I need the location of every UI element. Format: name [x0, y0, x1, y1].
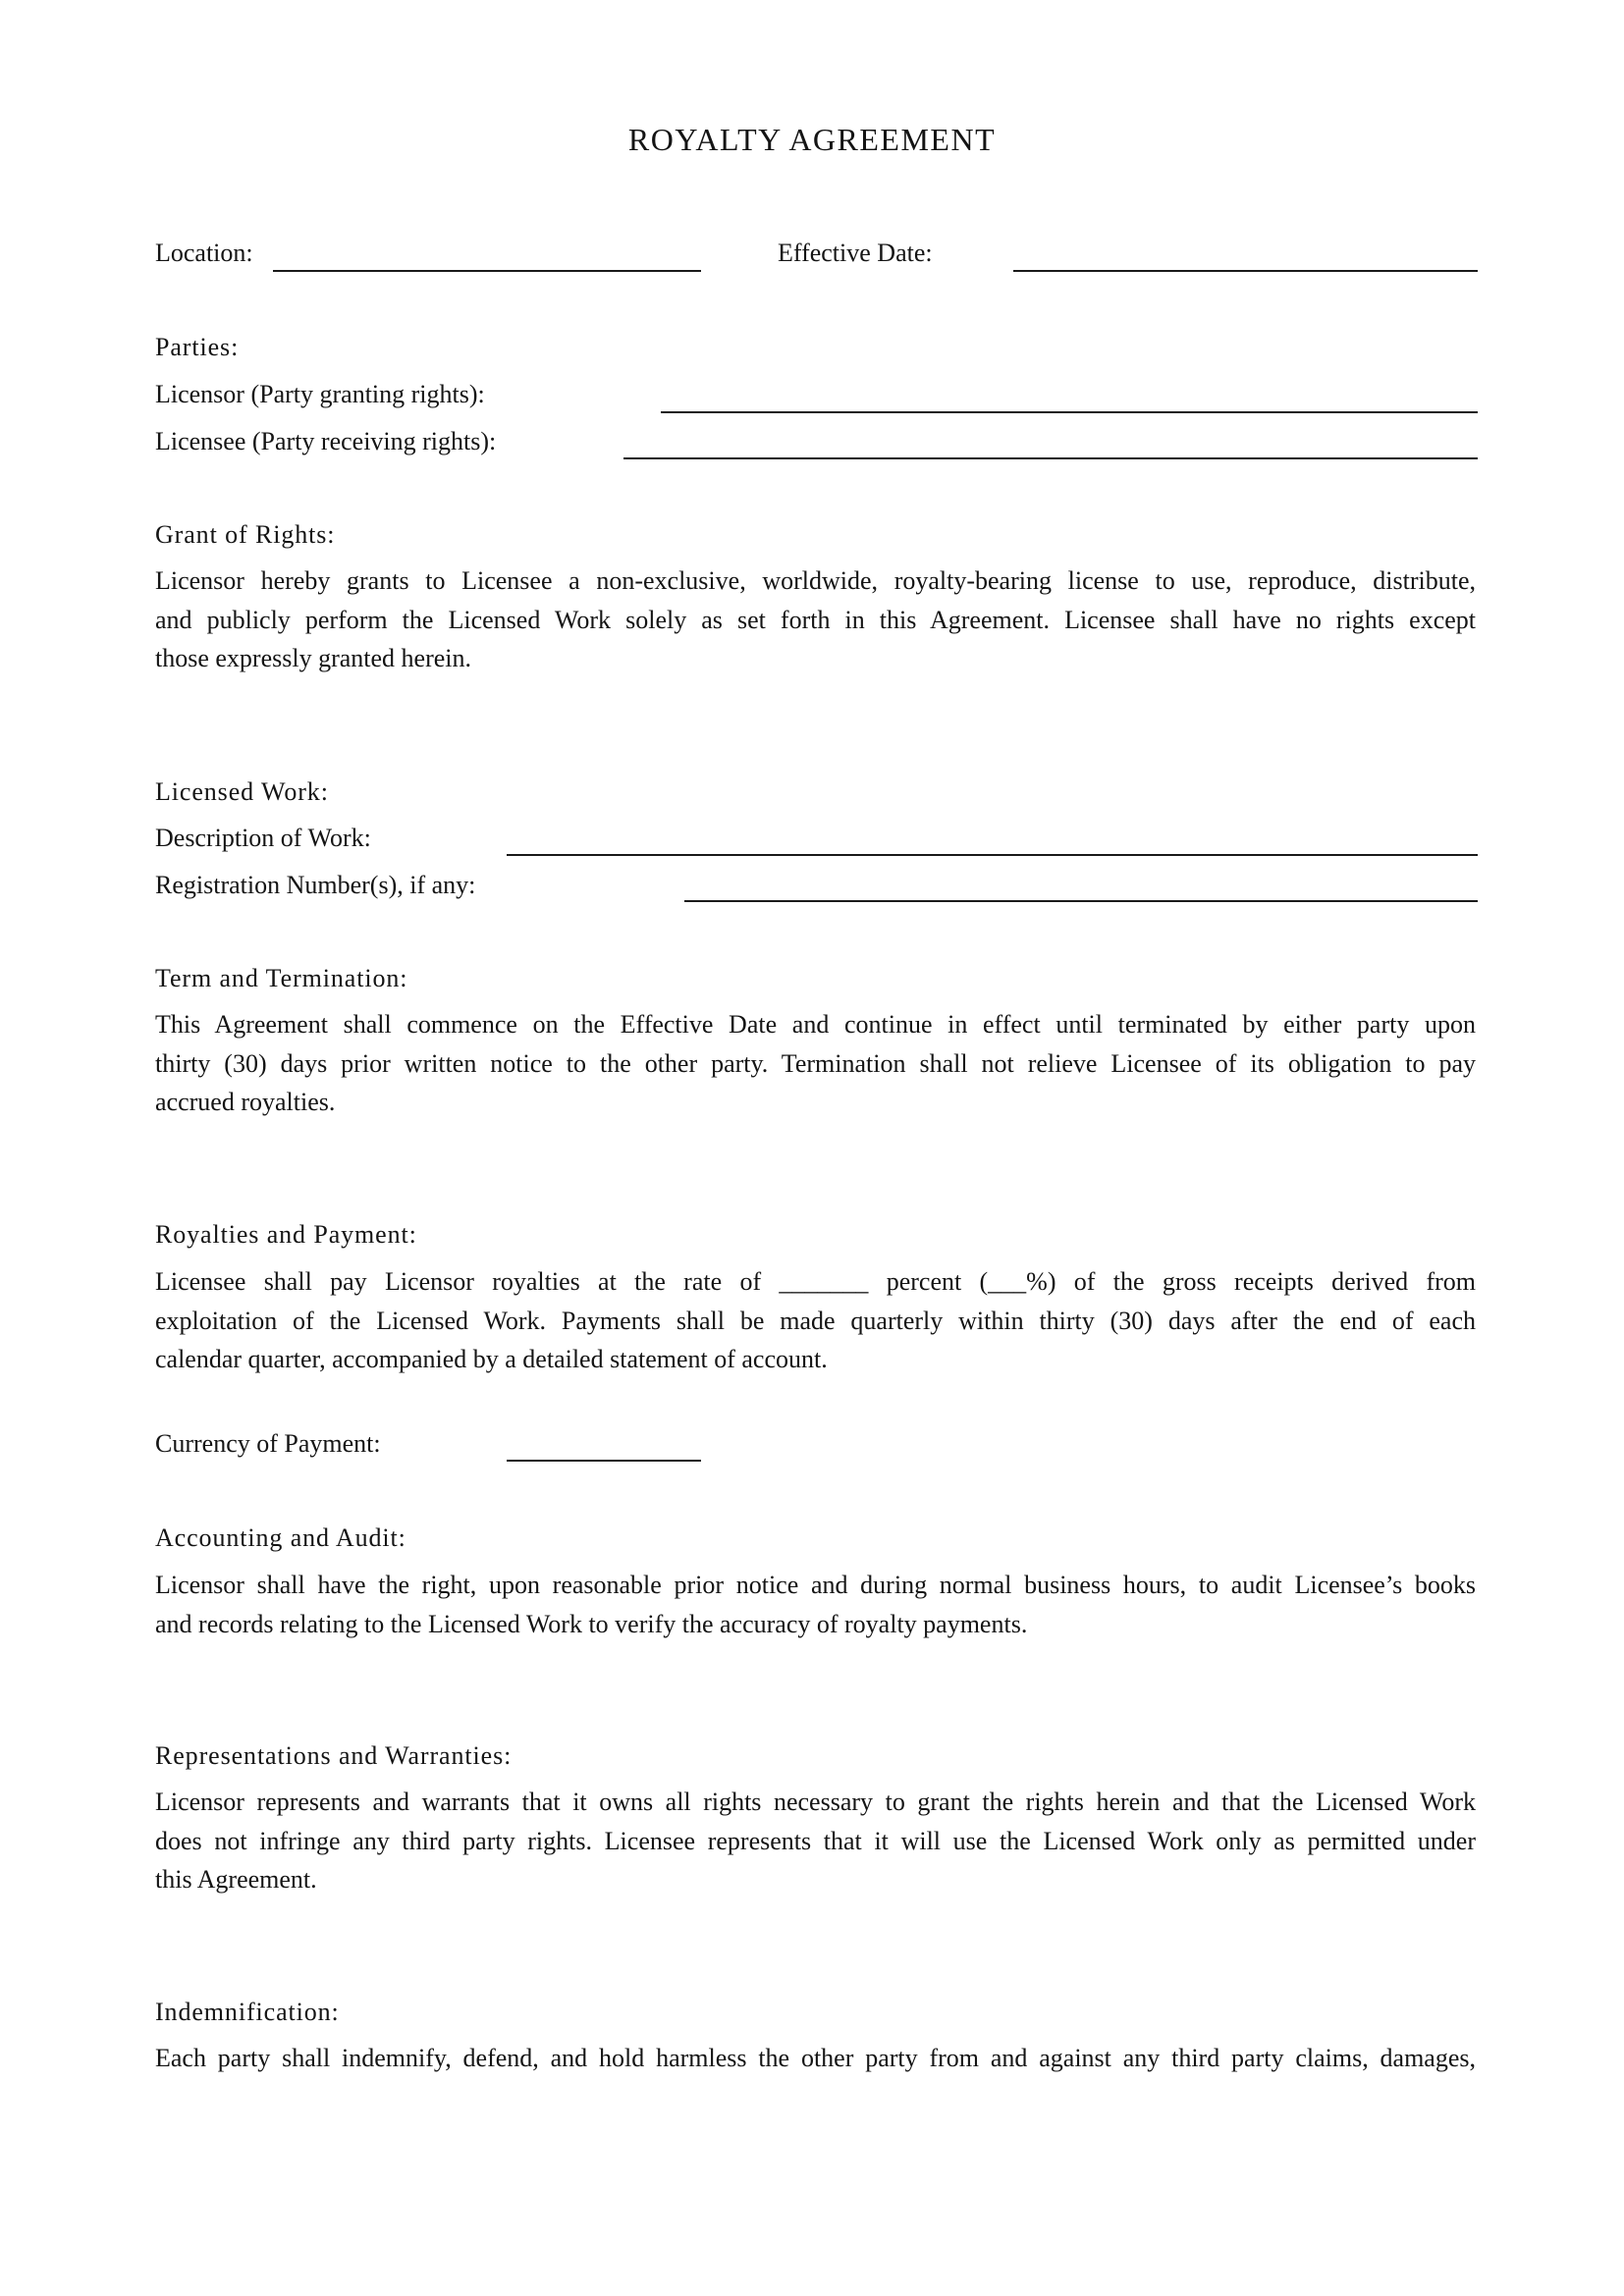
currency-of-payment-label: Currency of Payment: [155, 1429, 381, 1458]
licensor-label: Licensor (Party granting rights): [155, 380, 485, 408]
paragraph-line: and publicly perform the Licensed Work solely as set forth in this Agreement. Licensee shall have no rights except [155, 605, 1476, 634]
indemnification-paragraph [155, 2039, 1476, 2078]
paragraph-line: Licensor hereby grants to Licensee a non-exclusive, worldwide, royalty-bearing license to use, reproduce, distribute, [155, 566, 1476, 595]
paragraph-line: Licensor represents and warrants that it owns all rights necessary to grant the rights herein and that the Licensed Work [155, 1788, 1476, 1816]
licensed-work-heading: Licensed Work: [155, 777, 329, 806]
effective-date-label: Effective Date: [778, 239, 933, 267]
paragraph-line: This Agreement shall commence on the Effective Date and continue in effect until terminated by either party upon [155, 1010, 1476, 1039]
registration-blank-line[interactable] [684, 900, 1478, 902]
location-blank-line[interactable] [273, 270, 701, 272]
licensee-blank-line[interactable] [623, 457, 1478, 459]
representations-and-warranties-heading: Representations and Warranties: [155, 1741, 513, 1770]
paragraph-line: this Agreement. [155, 1865, 317, 1894]
parties-heading: Parties: [155, 333, 240, 361]
royalties-and-payment-paragraph [155, 1262, 1476, 1379]
description-of-work-label: Description of Work: [155, 824, 371, 852]
accounting-and-audit-paragraph [155, 1566, 1476, 1643]
paragraph-line: Each party shall indemnify, defend, and hold harmless the other party from and against any third party claims, damages, [155, 2044, 1476, 2072]
royalties-and-payment-heading: Royalties and Payment: [155, 1220, 417, 1249]
effective-date-blank-line[interactable] [1013, 270, 1478, 272]
location-label: Location: [155, 239, 253, 267]
document-title: ROYALTY AGREEMENT [627, 122, 997, 157]
licensee-label: Licensee (Party receiving rights): [155, 427, 497, 455]
term-and-termination-heading: Term and Termination: [155, 964, 408, 992]
paragraph-line: those expressly granted herein. [155, 644, 472, 672]
paragraph-line: thirty (30) days prior written notice to the other party. Termination shall not relieve Licensee of its obligation to pay [155, 1048, 1476, 1078]
paragraph-line: exploitation of the Licensed Work. Payments shall be made quarterly within thirty (30) days after the end of each [155, 1306, 1476, 1335]
paragraph-line: Licensor shall have the right, upon reasonable prior notice and during normal business hours, to audit Licensee’s books [155, 1571, 1476, 1599]
indemnification-heading: Indemnification: [155, 1998, 340, 2026]
grant-of-rights-heading: Grant of Rights: [155, 520, 336, 549]
term-and-termination-paragraph [155, 1005, 1476, 1122]
paragraph-line: does not infringe any third party rights. Licensee represents that it will use the Licensed Work only as permitted under [155, 1826, 1476, 1855]
description-blank-line[interactable] [507, 854, 1478, 856]
registration-number-label: Registration Number(s), if any: [155, 871, 476, 899]
representations-and-warranties-paragraph [155, 1783, 1476, 1899]
licensor-blank-line[interactable] [661, 411, 1478, 413]
accounting-and-audit-heading: Accounting and Audit: [155, 1523, 406, 1552]
currency-blank-line[interactable] [507, 1460, 701, 1462]
paragraph-line: and records relating to the Licensed Work to verify the accuracy of royalty payments. [155, 1609, 1028, 1638]
grant-of-rights-paragraph [155, 561, 1476, 678]
paragraph-line: Licensee shall pay Licensor royalties at the rate of _______ percent (___%) of the gross receipts derived from [155, 1267, 1476, 1296]
paragraph-line: accrued royalties. [155, 1088, 336, 1116]
paragraph-line: calendar quarter, accompanied by a detailed statement of account. [155, 1345, 828, 1373]
